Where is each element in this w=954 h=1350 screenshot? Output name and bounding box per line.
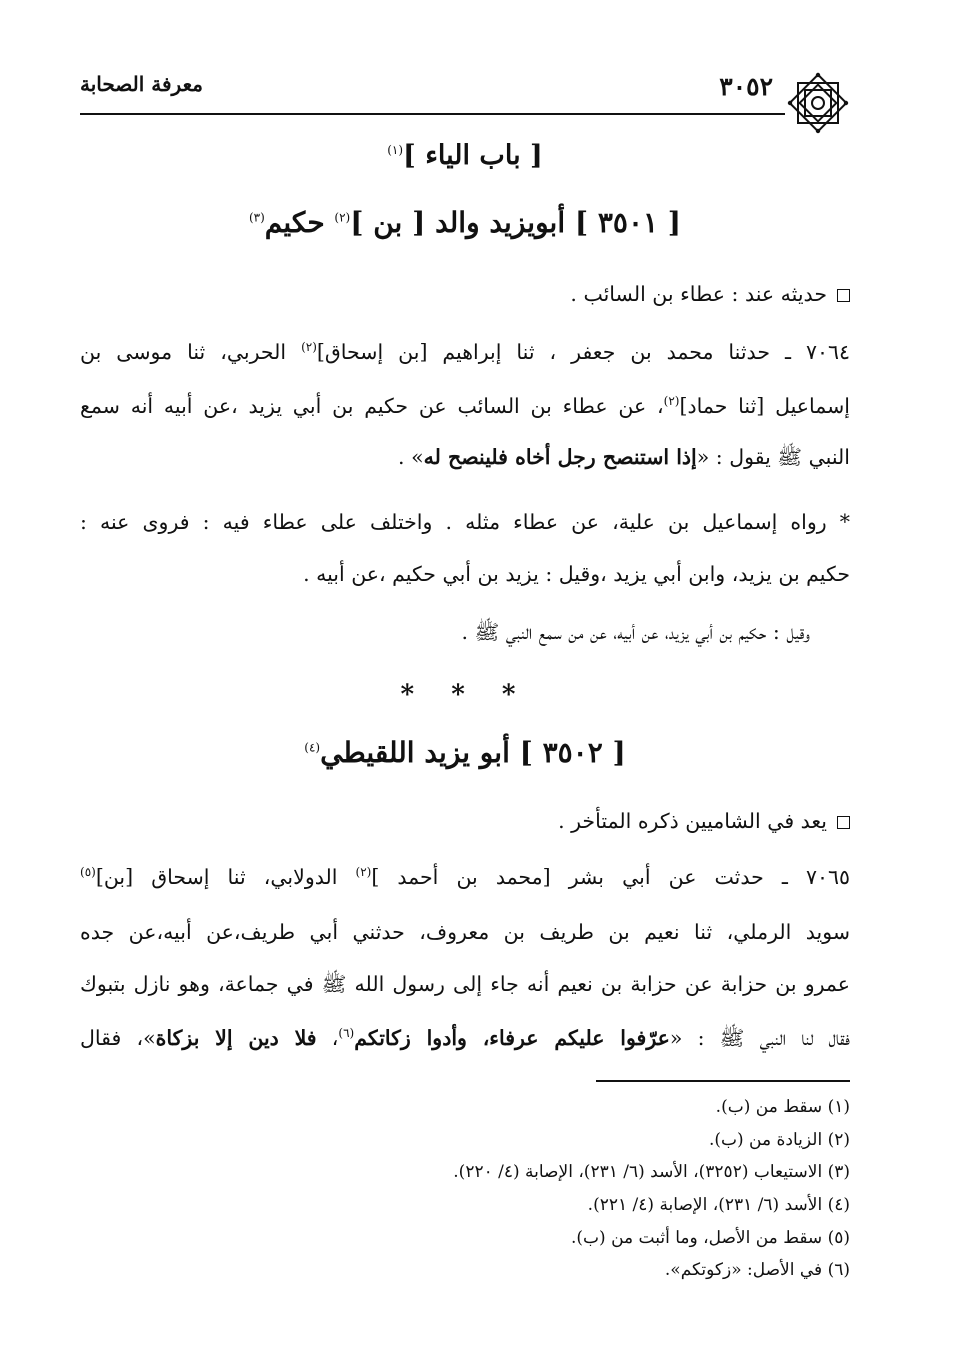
footnote-4: (٤) الأسد (٦/ ٢٣١)، الإصابة (٤/ ٢٢١). bbox=[587, 1195, 850, 1215]
narrator-intro-1: حديثه عند : عطاء بن السائب . bbox=[80, 280, 850, 309]
commentary-line-3: وقيل : حكيم بن أبي يزيد، عن أبيه، عن من سمع النبي ﷺ . bbox=[461, 620, 810, 644]
commentary-line-2: حكيم بن يزيد، وابن أبي يزيد ،وقيل : يزيد بن أبي حكيم ،عن أبيه . bbox=[303, 562, 850, 586]
footnote-1: (١) سقط من (ب). bbox=[715, 1097, 850, 1117]
footnote-2: (٢) الزيادة من (ب). bbox=[708, 1130, 850, 1150]
hadith-text: عرّفوا عليكم عرفاء، وأدوا زكاتكم bbox=[354, 1026, 670, 1050]
square-bullet-icon bbox=[837, 816, 850, 829]
header-rule bbox=[80, 113, 785, 115]
footnote-6: (٦) في الأصل: «زكوتكم». bbox=[664, 1260, 850, 1280]
hadith-7065-line-4: فقال لنا النبي ﷺ : «عرّفوا عليكم عرفاء، وأدوا زكاتكم$^{(٦)}$، فلا دين إلا بزكاة»، فقال bbox=[80, 1026, 850, 1050]
entry-title-3502: [ ٣٥٠٢ ] أبو يزيد اللقيطي$^{(٤)}$ bbox=[304, 736, 626, 769]
hadith-7065-line-2: سويد الرملي، ثنا نعيم بن طريف بن معروف، حدثني أبي طريف،عن أبيه،عن جده bbox=[80, 920, 850, 944]
commentary-line-1: * رواه إسماعيل بن علية، عن عطاء مثله . واختلف على عطاء فيه : فروى عنه : bbox=[80, 510, 850, 534]
hadith-text: إذا استنصح رجل أخاه فلينصح له bbox=[423, 445, 697, 469]
footnote-5: (٥) سقط من الأصل، وما أثبت من (ب). bbox=[571, 1228, 850, 1248]
running-title: معرفة الصحابة bbox=[80, 72, 203, 96]
entry-title-3501: [ ٣٥٠١ ] أبويزيد والد [ بن ]$^{(٢)}$ حكيم$^{(٣)}$ bbox=[248, 206, 682, 239]
hadith-7064-line-1: ٧٠٦٤ ـ حدثنا محمد بن جعفر ، ثنا إبراهيم [بن إسحاق]$^{(٢)}$ الحربي، ثنا موسى بن bbox=[80, 340, 850, 364]
section-separator: * * * bbox=[400, 680, 530, 710]
page-number: ٣٠٥٢ bbox=[719, 72, 773, 101]
hadith-7065-line-1: ٧٠٦٥ ـ حدثت عن أبي بشر [محمد بن أحمد ]$^{(٢)}$ الدولابي، ثنا إسحاق [بن]$^{(٥)}$ bbox=[80, 865, 850, 889]
footnote-ref: (١) bbox=[387, 143, 404, 157]
chapter-title: [ باب الياء ]$^{(١)}$ bbox=[387, 140, 543, 171]
narrator-intro-2: يعد في الشاميين ذكره المتأخر . bbox=[80, 807, 850, 836]
footnote-rule bbox=[596, 1080, 850, 1082]
footnote-3: (٣) الاستيعاب (٣٢٥٢)، الأسد (٦/ ٢٣١)، الإصابة (٤/ ٢٢٠). bbox=[453, 1162, 850, 1182]
hadith-text: فلا دين إلا بزكاة bbox=[155, 1026, 317, 1050]
square-bullet-icon bbox=[837, 289, 850, 302]
footnote-ref: (٤) bbox=[304, 740, 321, 755]
hadith-7064-line-2: إسماعيل [ثنا حماد]$^{(٢)}$، عن عطاء بن السائب عن حكيم بن أبي يزيد ،عن أبيه أنه سمع bbox=[80, 394, 851, 418]
hadith-7065-line-3: عمرو بن حزابة عن حزابة بن نعيم أنه جاء إلى رسول الله ﷺ في جماعة، وهو نازل بتبوك bbox=[80, 972, 850, 996]
islamic-star-ornament-icon bbox=[785, 70, 851, 136]
footnote-ref: (٣) bbox=[248, 210, 265, 225]
hadith-7064-line-3: النبي ﷺ يقول : «إذا استنصح رجل أخاه فلينصح له» . bbox=[398, 445, 850, 469]
footnote-ref: (٢) bbox=[334, 210, 351, 225]
